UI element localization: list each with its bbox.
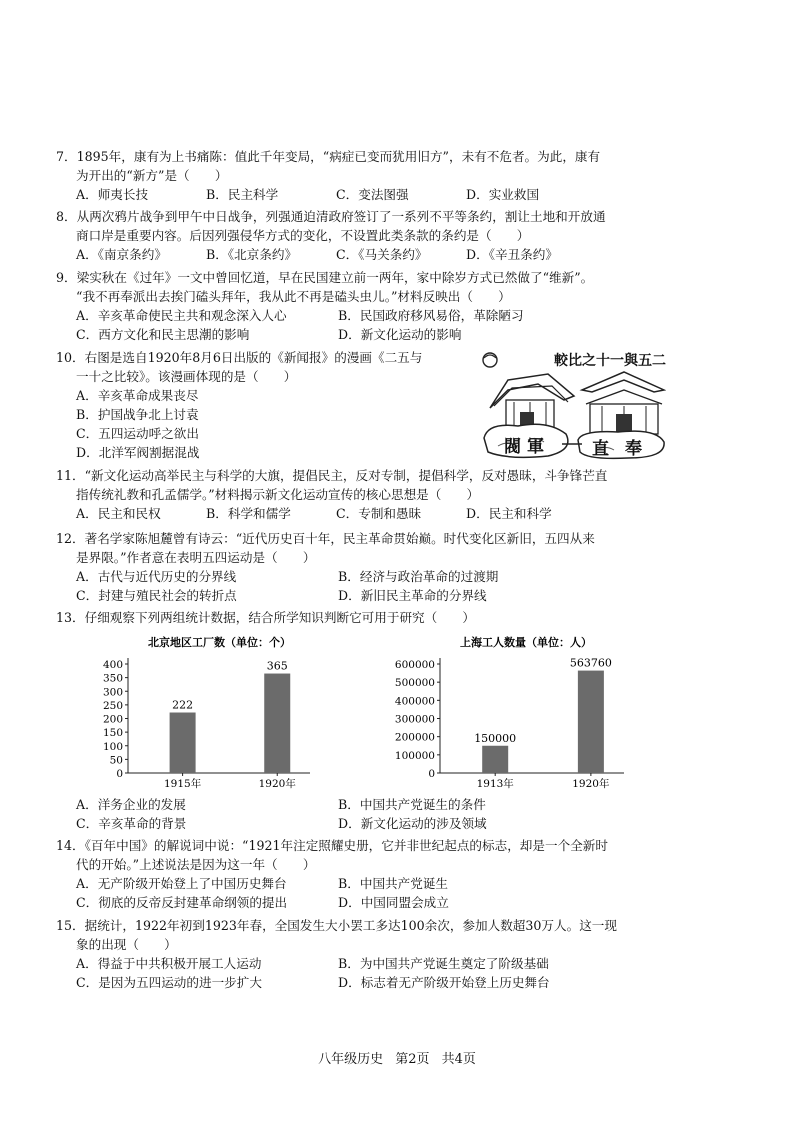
options-row-2: [56, 893, 746, 912]
question-stem-cont: 代的开始。”上述说法是因为这一年（ ）: [76, 857, 316, 872]
option-a[interactable]: A．洋务企业的发展: [76, 797, 186, 812]
question-12: [56, 529, 746, 605]
question-stem: 7．1895年，康有为上书痛陈：值此千年变局，“病症已变而犹用旧方”，未有不危者。为此，康有: [56, 149, 601, 164]
option-a[interactable]: A．辛亥革命成果丧尽: [76, 388, 199, 403]
question-stem-cont: 象的出现（ ）: [76, 937, 177, 952]
options-row-1: [56, 306, 746, 325]
option-c[interactable]: C．《马关条约》: [336, 247, 428, 262]
cartoon-image: [478, 350, 666, 462]
data-label: 150000: [474, 731, 517, 745]
x-tick-label: 1915年: [163, 778, 202, 790]
option-d[interactable]: D．民主和科学: [466, 506, 552, 521]
options-row-1: [56, 874, 746, 893]
option-c[interactable]: C．专制和愚昧: [336, 506, 422, 521]
option-a[interactable]: A．古代与近代历史的分界线: [76, 569, 237, 584]
bar: [482, 746, 508, 773]
y-tick-label: 0: [116, 768, 123, 780]
data-label: 222: [172, 698, 194, 712]
question-stem: 12．著名学家陈旭麓曾有诗云：“近代历史百十年，民主革命贯始巅。时代变化区新旧，五四从来: [56, 531, 595, 546]
question-stem: 9．梁实秋在《过年》一文中曾回忆道，早在民国建立前一两年，家中除岁方式已然做了“维新”。: [56, 270, 594, 285]
option-b[interactable]: B．《北京条约》: [206, 247, 298, 262]
bar-chart-beijing: [70, 630, 330, 798]
bar: [170, 713, 196, 773]
option-a[interactable]: A．得益于中共积极开展工人运动: [76, 956, 262, 971]
option-d[interactable]: D．标志着无产阶级开始登上历史舞台: [338, 975, 550, 990]
bar-chart-shanghai: [374, 630, 644, 798]
option-b[interactable]: B．为中国共产党诞生奠定了阶级基础: [338, 956, 549, 971]
x-tick-label: 1913年: [476, 778, 514, 790]
bar: [578, 671, 604, 773]
option-b[interactable]: B．经济与政治革命的过渡期: [338, 569, 499, 584]
options-row-1: [56, 795, 746, 814]
data-label: 365: [266, 659, 288, 673]
question-8: [56, 207, 746, 264]
options-row-2: [56, 814, 746, 833]
option-a[interactable]: A．民主和民权: [76, 506, 161, 521]
question-stem: 13．仔细观察下列两组统计数据，结合所学知识判断它可用于研究（ ）: [56, 610, 476, 625]
chart-beijing-factories: [70, 630, 330, 802]
y-tick-label: 250: [102, 699, 123, 712]
question-stem: 14．《百年中国》的解说词中说：“1921年注定照耀史册，它并非世纪起点的标志，却是一个全新时: [56, 838, 608, 853]
x-tick-label: 1920年: [572, 778, 610, 790]
question-stem: 8．从两次鸦片战争到甲午中日战争，列强通迫清政府签订了一系列不平等条约，割让土地和开放通: [56, 209, 606, 224]
options: [56, 185, 746, 204]
question-stem-cont: 是界限。”作者意在表明五四运动是（ ）: [76, 550, 316, 565]
option-c[interactable]: C．彻底的反帝反封建革命纲领的提出: [76, 895, 288, 910]
option-d[interactable]: D．中国同盟会成立: [338, 895, 449, 910]
question-stem-cont: 一十之比较》。该漫画体现的是（ ）: [76, 369, 297, 384]
question-15: [56, 916, 746, 992]
options-row-1: [56, 954, 746, 973]
option-c[interactable]: C．封建与殖民社会的转折点: [76, 588, 237, 603]
option-d[interactable]: D．新文化运动的影响: [338, 327, 462, 342]
option-d[interactable]: D．《辛丑条约》: [466, 247, 558, 262]
option-c[interactable]: C．西方文化和民主思潮的影响: [76, 327, 250, 342]
chart-shanghai-workers: [374, 630, 644, 802]
question-7: [56, 147, 746, 204]
option-b[interactable]: B．中国共产党诞生的条件: [338, 797, 486, 812]
options: [56, 504, 746, 523]
option-b[interactable]: B．科学和儒学: [206, 506, 291, 521]
option-a[interactable]: A．《南京条约》: [76, 247, 167, 262]
question-stem: 15．据统计，1922年初到1923年春，全国发生大小罢工多达100余次，参加人数超30万人。这一现: [56, 918, 617, 933]
data-label: 563760: [569, 656, 612, 670]
y-tick-label: 50: [109, 754, 123, 767]
options: [56, 245, 746, 264]
cartoon-left-label: 閥軍: [504, 437, 550, 457]
y-tick-label: 350: [102, 672, 123, 685]
bar: [264, 674, 290, 773]
option-a[interactable]: A．无产阶级开始登上了中国历史舞台: [76, 876, 287, 891]
cartoon-caption: 較比之十一與五二: [554, 353, 666, 369]
footer-page: 第2页: [395, 1052, 430, 1067]
options-row-2: [56, 586, 746, 605]
option-c[interactable]: C．是因为五四运动的进一步扩大: [76, 975, 262, 990]
question-11: [56, 466, 746, 523]
question-13-options: [56, 795, 746, 833]
option-a[interactable]: A．辛亥革命使民主共和观念深入人心: [76, 308, 287, 323]
option-b[interactable]: B．护国战争北上讨袁: [76, 407, 199, 422]
y-tick-label: 500000: [394, 677, 435, 690]
question-13: [56, 608, 746, 627]
option-c[interactable]: C．变法图强: [336, 187, 409, 202]
y-tick-label: 150: [102, 727, 123, 740]
footer-total: 共4页: [441, 1052, 476, 1067]
option-d[interactable]: D．实业救国: [466, 187, 540, 202]
y-tick-label: 0: [428, 768, 435, 780]
question-9: [56, 268, 746, 344]
option-c[interactable]: C．辛亥革命的背景: [76, 816, 187, 831]
question-stem-cont: 商口岸是重要内容。后因列强侵华方式的变化，不设置此类条款的条约是（ ）: [76, 228, 530, 243]
question-stem-cont: “我不再奉派出去挨门磕头拜年，我从此不再是磕头虫儿。”材料反映出（ ）: [76, 289, 511, 304]
question-stem-cont: 指传统礼教和孔孟儒学。”材料揭示新文化运动宣传的核心思想是（ ）: [76, 487, 480, 502]
question-stem-cont: 为开出的“新方”是（ ）: [76, 168, 228, 183]
page-footer: [0, 1048, 794, 1067]
options-row-2: [56, 325, 746, 344]
y-tick-label: 600000: [394, 659, 435, 671]
option-d[interactable]: D．新旧民主革命的分界线: [338, 588, 487, 603]
cartoon-right-label: 直奉: [592, 439, 658, 459]
option-b[interactable]: B．民主科学: [206, 187, 279, 202]
footer-subject: 八年级历史: [318, 1052, 384, 1067]
question-14: [56, 836, 746, 912]
option-d[interactable]: D．北洋军阀割据混战: [76, 445, 200, 460]
chart-title: 上海工人数量（单位：人）: [460, 636, 592, 649]
y-tick-label: 300000: [394, 713, 435, 726]
question-stem: 11．“新文化运动高举民主与科学的大旗，提倡民主，反对专制，提倡科学，反对愚昧，斗争锋芒直: [56, 468, 608, 483]
options-row-2: [56, 973, 746, 992]
option-a[interactable]: A．师夷长技: [76, 187, 149, 202]
y-tick-label: 300: [102, 686, 123, 699]
question-stem: 10．右图是选自1920年8月6日出版的《新闻报》的漫画《二五与: [56, 350, 423, 365]
y-tick-label: 100: [102, 740, 123, 753]
y-tick-label: 400: [102, 659, 123, 671]
option-b[interactable]: B．民国政府移风易俗，革除陋习: [338, 308, 524, 323]
y-tick-label: 100000: [394, 749, 435, 762]
y-tick-label: 200000: [394, 731, 435, 744]
option-d[interactable]: D．新文化运动的涉及领域: [338, 816, 487, 831]
option-c[interactable]: C．五四运动呼之欲出: [76, 426, 199, 441]
chart-title: 北京地区工厂数（单位：个）: [148, 636, 291, 649]
options-row-1: [56, 567, 746, 586]
y-tick-label: 200: [102, 713, 123, 726]
y-tick-label: 400000: [394, 695, 435, 708]
question-10: [56, 348, 476, 462]
x-tick-label: 1920年: [258, 778, 296, 790]
option-b[interactable]: B．中国共产党诞生: [338, 876, 449, 891]
